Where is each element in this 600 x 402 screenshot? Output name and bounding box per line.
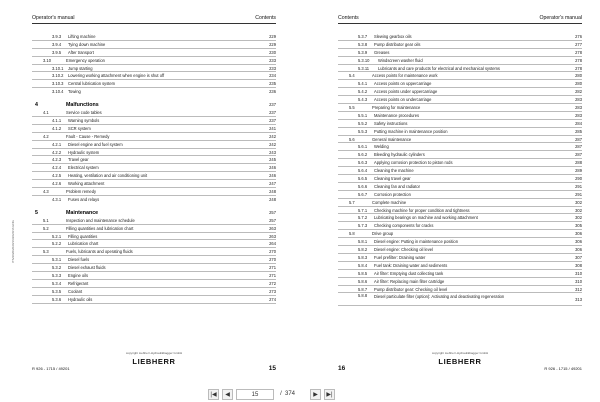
toc-page: 307 [575,254,582,260]
toc-title: Air filter: Replacing main filter cartridge [374,278,445,284]
toc-page: 287 [575,144,582,150]
toc-number: 4.1.1 [52,118,62,124]
toc-page: 308 [575,262,582,268]
toc-title: Preparing for maintenance [372,105,421,111]
toc-title: Lubricants and care products for electrical and mechanical systems [378,65,500,71]
toc-number: 3.10.3 [52,81,64,87]
toc-title: Access points for maintenance work [372,73,438,79]
toc-number: 5.1 [43,217,49,223]
toc-page: 229 [269,34,276,39]
toc-page: 257 [269,209,276,215]
toc-title: Drive group [372,231,394,237]
toc-number: 3.9.5 [52,49,62,55]
toc-section-heading[interactable] [32,204,276,217]
toc-title: Fault - Cause - Remedy [66,133,110,139]
copyright-text: copyright Liebherr-Hydraulikbagger GmbH [125,351,183,355]
toc-entry[interactable] [32,72,276,80]
left-page [2,3,292,381]
toc-page: 283 [575,105,582,111]
toc-page: 310 [575,278,582,284]
toc-number: 5.3 [43,249,49,255]
toc-title: Applying corrosion protection to piston rods [374,160,453,166]
toc-title: Inspection and maintenance schedule [66,217,135,223]
toc-title: Fuses and relays [68,196,100,202]
toc-page: 245 [269,157,276,163]
toc-number: 5.7.2 [358,215,368,221]
toc-title: Diesel engine and fuel system [68,141,123,147]
toc-number: 5.6.5 [358,176,368,182]
toc-title: Warning symbols [68,118,100,124]
toc-entry[interactable] [338,278,582,286]
toc-page: 278 [575,57,582,63]
toc-page: 283 [575,97,582,103]
toc-list [32,33,276,304]
toc-number: 4.2.1 [52,141,62,147]
toc-entry[interactable] [338,159,582,167]
toc-entry[interactable] [32,180,276,188]
toc-page: 305 [575,223,582,229]
toc-page: 306 [575,239,582,245]
toc-number: 4.2.4 [52,165,62,171]
toc-number: 5.8.5 [358,270,368,276]
toc-entry[interactable] [338,151,582,159]
toc-entry[interactable] [32,288,276,296]
toc-page: 241 [269,125,276,131]
toc-number: 5.7 [349,199,355,205]
toc-entry[interactable] [32,164,276,172]
toc-entry[interactable] [338,262,582,270]
toc-title: Lifting machine [68,34,96,39]
toc-page: 291 [575,183,582,189]
toc-entry[interactable] [338,112,582,120]
toc-title: Travel gear [68,157,89,163]
toc-title: Cleaning travel gear [374,176,411,182]
toc-page: 243 [269,149,276,155]
toc-entry[interactable] [32,141,276,149]
toc-page: 312 [575,286,582,292]
pdf-toolbar [0,387,600,402]
toc-title: Filling quantities and lubrication chart [66,225,134,231]
toc-entry[interactable] [32,240,276,248]
total-pages: 374 [285,391,296,397]
toc-title: Diesel exhaust fluids [68,265,106,271]
toc-title: Greases [374,49,390,55]
toc-entry[interactable] [338,57,582,65]
toc-page: 306 [575,231,582,237]
toc-page: 272 [269,280,276,286]
last-page-button[interactable]: ▶| [324,389,335,400]
toc-page: 313 [575,297,582,303]
page-separator: / [280,391,282,397]
toc-list [338,33,582,306]
toc-title: Windscreen washer fluid [378,57,423,63]
toc-page: 263 [269,225,276,231]
toc-page: 248 [269,196,276,202]
toc-number: 5.8.6 [358,278,368,284]
toc-entry[interactable] [338,222,582,230]
toc-entry[interactable] [32,264,276,272]
toc-number: 5.5.2 [358,120,368,126]
toc-entry[interactable] [338,80,582,88]
toc-number: 5.6.1 [358,144,368,150]
document-code: R 926 - 1715 / 49201 [32,366,70,371]
toc-entry[interactable] [32,149,276,157]
toc-title: Safety instructions [374,120,408,126]
toc-number: 5 [35,209,38,216]
toc-title: Tying down machine [68,41,106,47]
toc-page: 306 [575,247,582,253]
toc-page: 237 [269,110,276,116]
toc-number: 5.8.7 [358,286,368,292]
toc-page: 287 [575,152,582,158]
toc-page: 302 [575,207,582,213]
previous-page-button[interactable]: ◀ [222,389,233,400]
toc-title: Service code tables [66,110,102,116]
page-footer [32,351,276,373]
toc-number: 3.10.4 [52,89,64,95]
toc-title: General maintenance [372,136,412,142]
header-right: Operator's manual [539,15,582,21]
toc-page: 271 [269,265,276,271]
page-number: 16 [338,365,346,372]
toc-title: Emergency operation [66,57,105,63]
toc-entry[interactable] [32,80,276,88]
liebherr-logo: LIEBHERR [438,357,482,366]
toc-entry[interactable] [32,49,276,57]
toc-title: Fuel tank: Draining water and sediments [374,262,448,268]
toc-title: Diesel particulate filter (option): Activating and deactivating regeneration [374,293,505,299]
toc-page: 277 [575,41,582,47]
toc-page: 237 [269,118,276,124]
toc-number: 5.3.2 [52,265,62,271]
toc-page: 246 [269,165,276,171]
toc-entry[interactable] [32,248,276,256]
toc-page: 287 [575,136,582,142]
toc-number: 5.5.1 [358,112,368,118]
toc-number: 4.2.5 [52,173,62,179]
side-code: ITS/2020/2020/16/2020/16 ENG [11,220,15,263]
toc-number: 3.10.2 [52,73,64,79]
page-footer [338,351,582,373]
toc-entry[interactable] [32,33,276,41]
toc-title: Fuels, lubricants and operating fluids [66,249,133,255]
toc-entry[interactable] [338,230,582,238]
toc-number: 4.3 [43,189,49,195]
toc-title: Diesel engine: Checking oil level [374,247,433,253]
page-number: 15 [268,365,276,372]
toc-title: Electrical system [68,165,99,171]
toc-entry[interactable] [32,41,276,49]
toc-number: 5.3.5 [52,288,62,294]
toc-page: 285 [575,128,582,134]
toc-page: 284 [575,120,582,126]
toc-entry[interactable] [32,109,276,117]
toc-title: Heating, ventilation and air conditioning unit [68,173,148,179]
toc-title: Diesel engine: Putting in maintenance position [374,239,458,245]
toc-number: 5.3.1 [52,257,62,263]
toc-number: 5.3.11 [358,65,370,71]
toc-title: Lubricating bearings on machine and working attachment [374,215,478,221]
toc-page: 234 [269,73,276,79]
toc-page: 242 [269,133,276,139]
toc-title: Pump distributor gear oils [374,41,421,47]
toc-page: 264 [269,241,276,247]
toc-title: Problem remedy [66,189,97,195]
toc-number: 3.10 [43,57,51,63]
toc-number: 5.2.1 [52,233,62,239]
toc-title: Maintenance [66,209,99,216]
toc-entry[interactable] [32,172,276,180]
toc-number: 4.1 [43,110,49,116]
toc-entry[interactable] [338,143,582,151]
toc-title: Corrosion protection [374,191,411,197]
toc-page: 302 [575,215,582,221]
toc-number: 5.2 [43,225,49,231]
toc-title: Jump starting [68,65,93,71]
toc-page: 242 [269,141,276,147]
toc-number: 5.8.4 [358,262,368,268]
toc-entry[interactable] [338,254,582,262]
toc-number: 5.3.8 [358,41,368,47]
document-code: R 926 - 1715 / 49201 [544,366,582,371]
toc-page: 283 [575,112,582,118]
header-right: Contents [255,15,276,21]
toc-page: 270 [269,249,276,255]
right-page [308,3,598,381]
toc-number: 5.4 [349,73,355,79]
toc-number: 4.3.1 [52,196,62,202]
toc-title: Refrigerant [68,280,89,286]
toc-title: Hydraulic system [68,149,100,155]
toc-number: 5.4.3 [358,97,368,103]
toc-entry[interactable] [338,49,582,57]
toc-title: Filling quantities [68,233,98,239]
first-page-button[interactable]: |◀ [208,389,219,400]
toc-page: 236 [269,89,276,95]
toc-number: 5.3.6 [52,296,62,302]
toc-entry[interactable] [32,188,276,196]
toc-entry[interactable] [32,280,276,288]
toc-title: Cleaning fan and radiator [374,183,420,189]
toc-entry[interactable] [338,96,582,104]
toc-entry[interactable] [338,88,582,96]
toc-page: 288 [575,160,582,166]
toc-number: 3.9.3 [52,34,62,39]
toc-title: Maintenance procedures [374,112,420,118]
toc-page: 302 [575,199,582,205]
toc-page: 282 [575,89,582,95]
toc-entry[interactable] [338,183,582,191]
toc-number: 5.8.3 [358,254,368,260]
page-number-input[interactable]: 15 [236,389,274,400]
toc-entry[interactable] [32,196,276,204]
toc-number: 4.1.2 [52,125,62,131]
toc-page: 229 [269,41,276,47]
toc-entry[interactable] [338,104,582,112]
toc-entry[interactable] [338,293,582,306]
toc-page: 278 [575,65,582,71]
toc-number: 5.3.7 [358,34,368,39]
toc-number: 5.7.3 [358,223,368,229]
toc-entry[interactable] [338,191,582,199]
toc-entry[interactable] [338,238,582,246]
toc-title: Engine oils [68,273,89,279]
toc-page: 280 [575,81,582,87]
toc-entry[interactable] [338,167,582,175]
toc-entry[interactable] [338,33,582,41]
toc-page: 235 [269,81,276,87]
toc-entry[interactable] [32,217,276,225]
toc-entry[interactable] [32,117,276,125]
copyright-text: copyright Liebherr-Hydraulikbagger GmbH [431,351,489,355]
toc-page: 230 [269,49,276,55]
toc-number: 5.3.4 [52,280,62,286]
toc-number: 4.2.6 [52,181,62,187]
toc-entry[interactable] [32,272,276,280]
toc-number: 5.5.3 [358,128,368,134]
toc-page: 233 [269,57,276,63]
toc-page: 278 [575,49,582,55]
toc-title: Malfunctions [66,102,99,109]
toc-number: 3.10.1 [52,65,64,71]
toc-entry[interactable] [32,156,276,164]
toc-title: Access points on undercarriage [374,97,432,103]
toc-title: Checking components for cracks [374,223,434,229]
toc-title: Putting machine in maintenance position [374,128,448,134]
toc-page: 273 [269,288,276,294]
toc-entry[interactable] [32,57,276,65]
toc-entry[interactable] [32,125,276,133]
toc-number: 5.6 [349,136,355,142]
toc-page: 280 [575,73,582,79]
toc-page: 276 [575,34,582,39]
toc-entry[interactable] [32,256,276,264]
page-header [32,15,276,24]
toc-number: 5.3.10 [358,57,370,63]
toc-number: 4.2.3 [52,157,62,163]
header-left: Operator's manual [32,15,75,21]
toc-number: 5.7.1 [358,207,368,213]
toc-title: Air filter: Emptying dust collecting tank [374,270,444,276]
toc-number: 5.5 [349,105,355,111]
toc-title: Central lubrication system [68,81,116,87]
toc-number: 5.3.3 [52,273,62,279]
toc-title: Diesel fuels [68,257,90,263]
toc-number: 4 [35,102,38,109]
toc-number: 5.6.7 [358,191,368,197]
toc-entry[interactable] [338,286,582,294]
toc-title: Fuel prefilter: Draining water [374,254,426,260]
toc-number: 5.6.2 [358,152,368,158]
toc-entry[interactable] [338,120,582,128]
toc-title: Access points under uppercarriage [374,89,438,95]
toc-entry[interactable] [32,225,276,233]
toc-page: 274 [269,296,276,302]
toc-page: 270 [269,257,276,263]
toc-page: 233 [269,65,276,71]
toc-entry[interactable] [32,296,276,304]
toc-number: 4.2 [43,133,49,139]
toc-page: 289 [575,168,582,174]
toc-title: SCR system [68,125,91,131]
toc-entry[interactable] [32,133,276,141]
toc-entry[interactable] [338,72,582,80]
toc-title: Cleaning the machine [374,168,414,174]
toc-title: Towing [68,89,81,95]
toc-number: 5.2.2 [52,241,62,247]
toc-number: 5.8.8 [358,293,368,299]
toc-title: After transport [68,49,94,55]
toc-entry[interactable] [338,270,582,278]
next-page-button[interactable]: ▶ [310,389,321,400]
page-header [338,15,582,24]
toc-title: Welding [374,144,389,150]
toc-entry[interactable] [338,136,582,144]
toc-number: 5.4.2 [358,89,368,95]
toc-entry[interactable] [338,41,582,49]
toc-title: Working attachment [68,181,105,187]
toc-title: Hydraulic oils [68,296,93,302]
toc-number: 5.6.3 [358,160,368,166]
toc-entry[interactable] [32,233,276,241]
toc-page: 246 [269,173,276,179]
toc-entry[interactable] [32,65,276,73]
toc-page: 247 [269,181,276,187]
toc-page: 257 [269,217,276,223]
toc-entry[interactable] [338,175,582,183]
toc-title: Access points on uppercarriage [374,81,432,87]
toc-title: Lowering working attachment when engine is shut off [68,73,165,79]
toc-title: Checking machine for proper condition and tightness [374,207,470,213]
toc-number: 5.8.1 [358,239,368,245]
toc-title: Complete machine [372,199,407,205]
toc-number: 5.3.9 [358,49,368,55]
toc-page: 237 [269,102,276,108]
toc-number: 5.8 [349,231,355,237]
toc-number: 5.8.2 [358,247,368,253]
toc-entry[interactable] [338,65,582,73]
toc-section-heading[interactable] [32,96,276,109]
toc-page: 248 [269,189,276,195]
toc-page: 291 [575,191,582,197]
toc-title: Pump distributor gear: Checking oil level [374,286,448,292]
toc-entry[interactable] [338,214,582,222]
toc-number: 5.6.6 [358,183,368,189]
toc-title: Bleeding hydraulic cylinders [374,152,425,158]
header-left: Contents [338,15,359,21]
toc-number: 5.6.4 [358,168,368,174]
toc-title: Lubrication chart [68,241,99,247]
toc-page: 263 [269,233,276,239]
toc-title: Coolant [68,288,83,294]
toc-entry[interactable] [32,88,276,96]
toc-number: 5.4.1 [358,81,368,87]
toc-entry[interactable] [338,128,582,136]
toc-page: 290 [575,176,582,182]
toc-number: 4.2.2 [52,149,62,155]
toc-entry[interactable] [338,246,582,254]
toc-number: 3.9.4 [52,41,62,47]
toc-entry[interactable] [338,207,582,215]
toc-page: 310 [575,270,582,276]
toc-page: 271 [269,273,276,279]
liebherr-logo: LIEBHERR [132,357,176,366]
toc-entry[interactable] [338,199,582,207]
toc-title: Slewing gearbox oils [374,34,412,39]
